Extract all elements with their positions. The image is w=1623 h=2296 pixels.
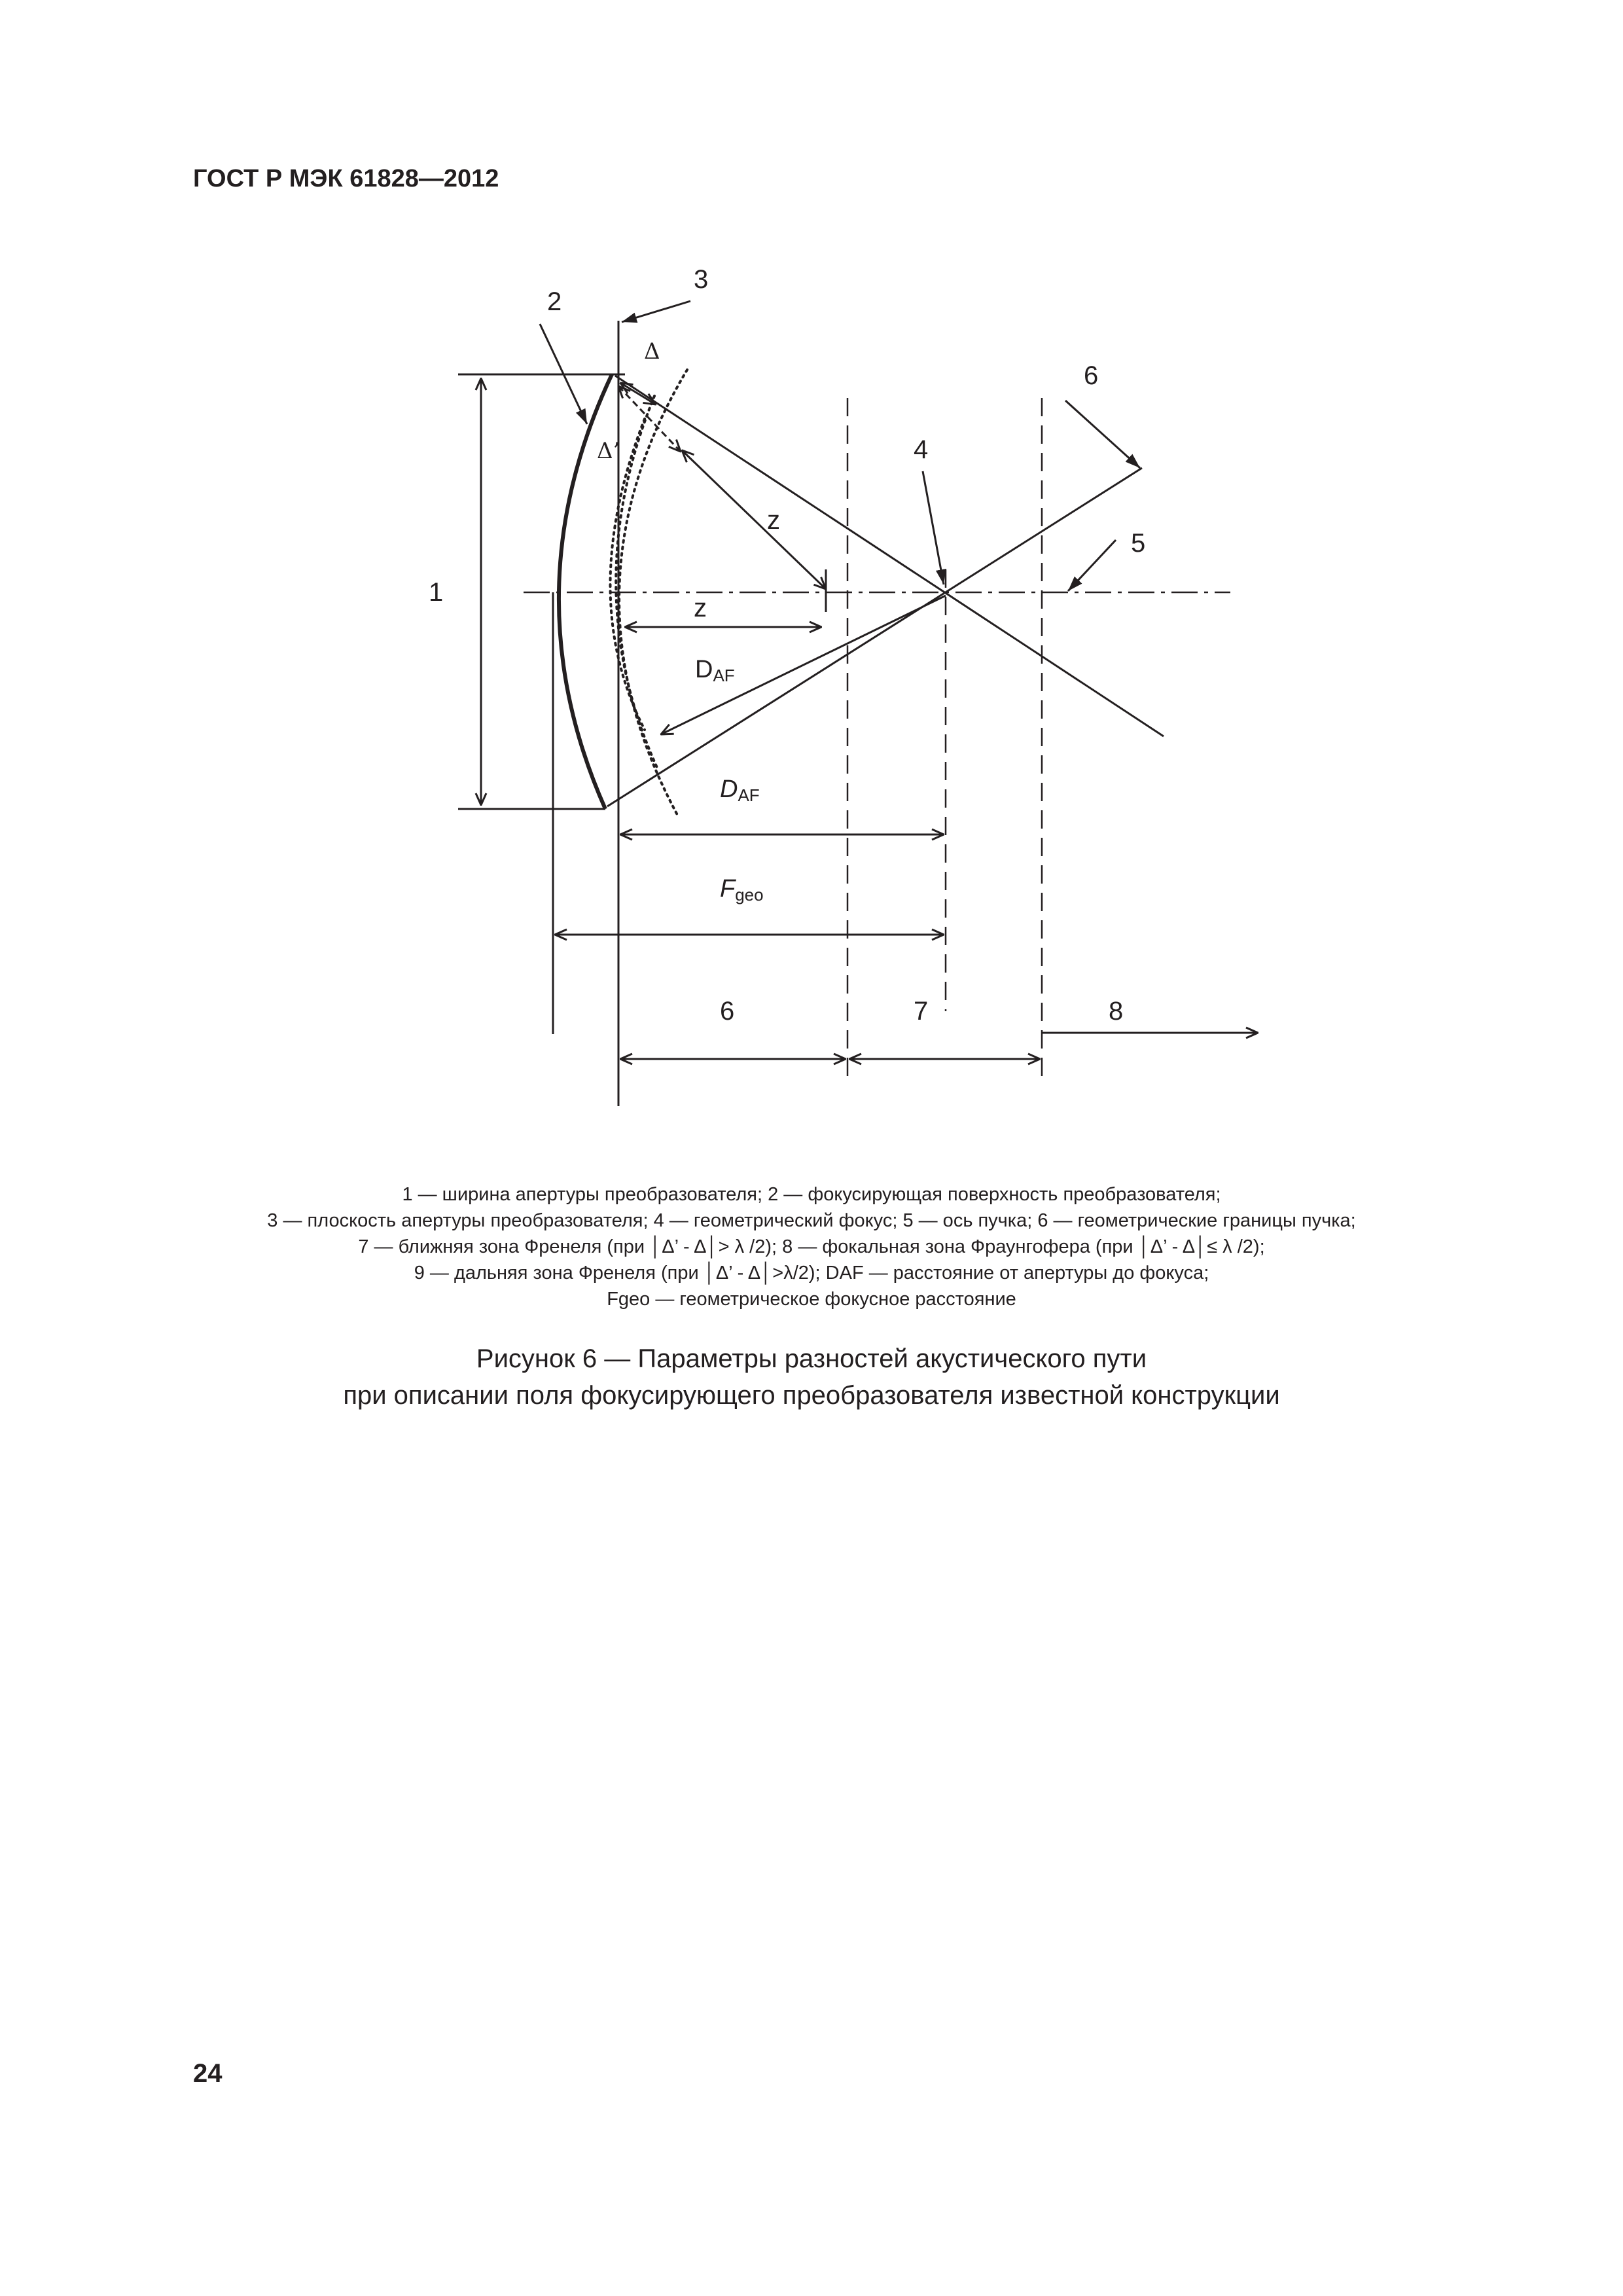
- label-zone-7: 7: [914, 997, 929, 1026]
- figure-legend: [164, 1181, 1459, 1312]
- figure-caption: [164, 1340, 1459, 1414]
- legend-line: Fgeo — геометрическое фокусное расстояние: [607, 1289, 1016, 1310]
- caption-line-2: при описании поля фокусирующего преобразователя известной конструкции: [343, 1381, 1280, 1410]
- legend-line: 3 — плоскость апертуры преобразователя; 4 — геометрический фокус; 5 — ось пучка; 6 — геометрические границы пучка;: [267, 1210, 1356, 1231]
- label-daf-upper: DAF: [695, 656, 735, 685]
- label-zone-8: 8: [1109, 997, 1124, 1026]
- label-1: 1: [429, 578, 444, 607]
- label-6-top: 6: [1084, 361, 1099, 390]
- z-diagonal-dimension: [682, 450, 826, 589]
- label-3: 3: [694, 265, 709, 294]
- label-delta-prime: Δ’: [597, 438, 620, 464]
- leader-4: [923, 471, 944, 584]
- legend-line: 1 — ширина апертуры преобразователя; 2 — фокусирующая поверхность преобразователя;: [402, 1184, 1221, 1205]
- label-z-lower: z: [694, 594, 707, 622]
- legend-line: 9 — дальняя зона Френеля (при │Δ’ - Δ│>λ/2); DAF — расстояние от апертуры до фокуса;: [414, 1263, 1209, 1283]
- leader-5: [1068, 540, 1116, 591]
- label-fgeo: Fgeo: [720, 875, 764, 905]
- leader-3: [622, 301, 690, 322]
- label-4: 4: [914, 435, 929, 464]
- legend-line: 7 — ближняя зона Френеля (при │Δ’ - Δ│> λ /2); 8 — фокальная зона Фраунгофера (при │Δ’ - Δ│≤ λ /2);: [358, 1236, 1265, 1257]
- document-header: ГОСТ Р МЭК 61828—2012: [193, 165, 499, 192]
- label-zone-6: 6: [720, 997, 735, 1026]
- delta-arrow: [620, 383, 656, 404]
- label-daf-lower: DAF: [720, 776, 760, 805]
- label-2: 2: [547, 287, 562, 316]
- leader-6: [1065, 401, 1140, 468]
- label-5: 5: [1131, 529, 1146, 558]
- page-number: 24: [193, 2059, 223, 2088]
- label-delta: Δ: [644, 338, 660, 365]
- delta-prime-arrow: [618, 386, 681, 452]
- label-z-upper: z: [767, 506, 780, 535]
- caption-line-1: Рисунок 6 — Параметры разностей акустического пути: [476, 1344, 1147, 1373]
- beam-boundary-lower: [607, 468, 1142, 806]
